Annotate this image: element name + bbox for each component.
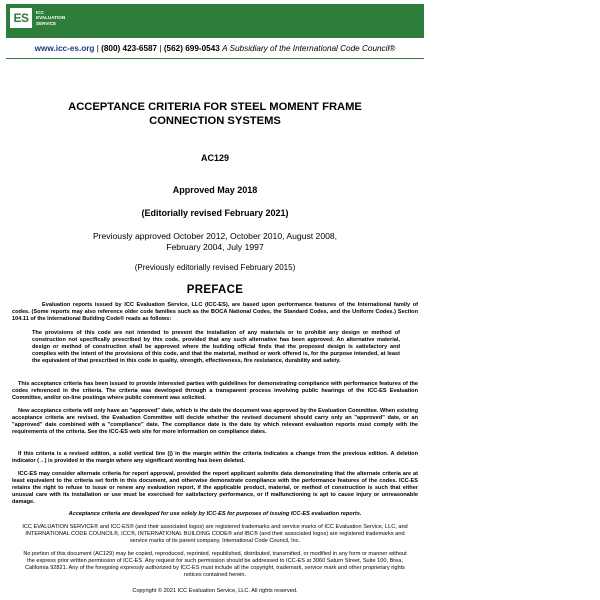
document-title: [6, 100, 424, 128]
phone-1: (800) 423-6587: [101, 44, 158, 53]
document-page: [6, 4, 424, 596]
trademark-notice: ICC EVALUATION SERVICE® and ICC-ES® (and their associated logos) are registered trademarks and service marks of ICC Evaluation Service, LLC, and INTERNATIONAL CODE COUNCIL®, ICC®, INTERNATIONAL BUILDING CODE® and IBC® (and their associated logos) are registered trademarks and service marks of its parent company, International Code Council, Inc.: [22, 524, 408, 544]
copyright-notice: Copyright © 2021 ICC Evaluation Service, LLC. All rights reserved.: [132, 588, 298, 594]
preface-paragraph-2: This acceptance criteria has been issued to provide interested parties with guidelines for demonstrating compliance with performance features of the codes referenced in the criteria. The criteria was developed through a transparent process involving public hearings of the ICC-ES Evaluation Committee, and/or on-line postings where public comment was solicited.: [12, 381, 418, 401]
separator: |: [96, 44, 99, 53]
usage-note: Acceptance criteria are developed for use solely by ICC-ES for purposes of issuing ICC-ES evaluation reports.: [68, 511, 362, 517]
title-line-1: ACCEPTANCE CRITERIA FOR STEEL MOMENT FRAME: [68, 101, 362, 113]
contact-line: [6, 44, 424, 53]
preface-heading: PREFACE: [186, 284, 244, 296]
subsidiary-note: A Subsidiary of the International Code Council®: [222, 44, 396, 53]
previous-approvals-line-1: Previously approved October 2012, October 2010, August 2008,: [92, 231, 338, 241]
logo-text: [36, 10, 65, 27]
preface-paragraph-3: New acceptance criteria will only have an "approved" date, which is the date the document was approved by the Evaluation Committee. When existing acceptance criteria are revised, the Evaluation Committee will decide whether the revised document should carry only an "approved" date, or an "approved" date combined with a "compliance" date. The compliance date is the date by which relevant evaluation reports must comply with the requirements of the criteria. See the ICC-ES web site for more information on compliance dates.: [12, 408, 418, 435]
separator: |: [159, 44, 162, 53]
preface-paragraph-4: If this criteria is a revised edition, a solid vertical line (|) in the margin within the criteria indicates a change from the previous edition. A deletion indicator (→) is provided in the margin where any significant wording has been deleted.: [12, 451, 418, 464]
logo-line: SERVICE: [36, 20, 57, 26]
header-band: [6, 4, 424, 38]
reproduction-notice: No portion of this document (AC129) may be copied, reproduced, reprinted, republished, distributed, transmitted, or modified in any form or manner without the express prior written permission of ICC-ES. Any request for such permission should be addressed to ICC-ES at 3060 Saturn Street, Suite 100, Brea, California 92821. Any of the foregoing expressly authorized by ICC-ES must include all the copyright, trademark, service mark and other proprietary rights notices contained herein.: [23, 551, 407, 578]
editorial-revision: (Editorially revised February 2021): [141, 208, 289, 218]
previous-editorial-revision: (Previously editorially revised February 2015): [134, 263, 296, 272]
icc-es-logo: [10, 8, 65, 28]
document-code: AC129: [200, 153, 229, 163]
logo-line: EVALUATION: [36, 15, 66, 21]
preface-paragraph-5: ICC-ES may consider alternate criteria for report approval, provided the report applicant submits data demonstrating that the alternate criteria are at least equivalent to the criteria set forth in this document, and otherwise demonstrate compliance with the performance features of the codes. ICC-ES retains the right to refuse to issue or renew any evaluation report, if the applicable product, material, or method of construction is such that either unusual care with its installation or use must be exercised for satisfactory performance, or if malfunctioning is apt to cause injury or unreasonable damage.: [12, 471, 418, 505]
header-divider: [6, 58, 424, 59]
phone-2: (562) 699-0543: [163, 44, 220, 53]
approved-date: Approved May 2018: [172, 185, 258, 195]
previous-approvals: [6, 231, 424, 253]
website-link[interactable]: www.icc-es.org: [34, 44, 95, 53]
logo-mark: ES: [10, 8, 32, 28]
ibc-quotation: The provisions of this code are not intended to prevent the installation of any materials or to prohibit any design or method of construction not specifically prescribed by this code, provided that any such alternative has been approved. An alternative material, design or method of construction shall be approved where the building official finds that the proposed design is satisfactory and complies with the intent of the provisions of this code, and that the material, method or work offered is, for the purpose intended, at least the equivalent of that prescribed in this code in quality, strength, effectiveness, fire resistance, durability and safety.: [32, 330, 400, 364]
title-line-2: CONNECTION SYSTEMS: [149, 115, 281, 127]
previous-approvals-line-2: February 2004, July 1997: [166, 242, 264, 252]
preface-paragraph-1: Evaluation reports issued by ICC Evaluation Service, LLC (ICC-ES), are based upon performance features of the International family of codes. (Some reports may also reference older code families such as the BOCA National Codes, the Standard Codes, and the Uniform Codes.) Section 104.11 of the International Building Code® reads as follows:: [12, 302, 418, 322]
logo-line: ICC: [36, 9, 44, 15]
